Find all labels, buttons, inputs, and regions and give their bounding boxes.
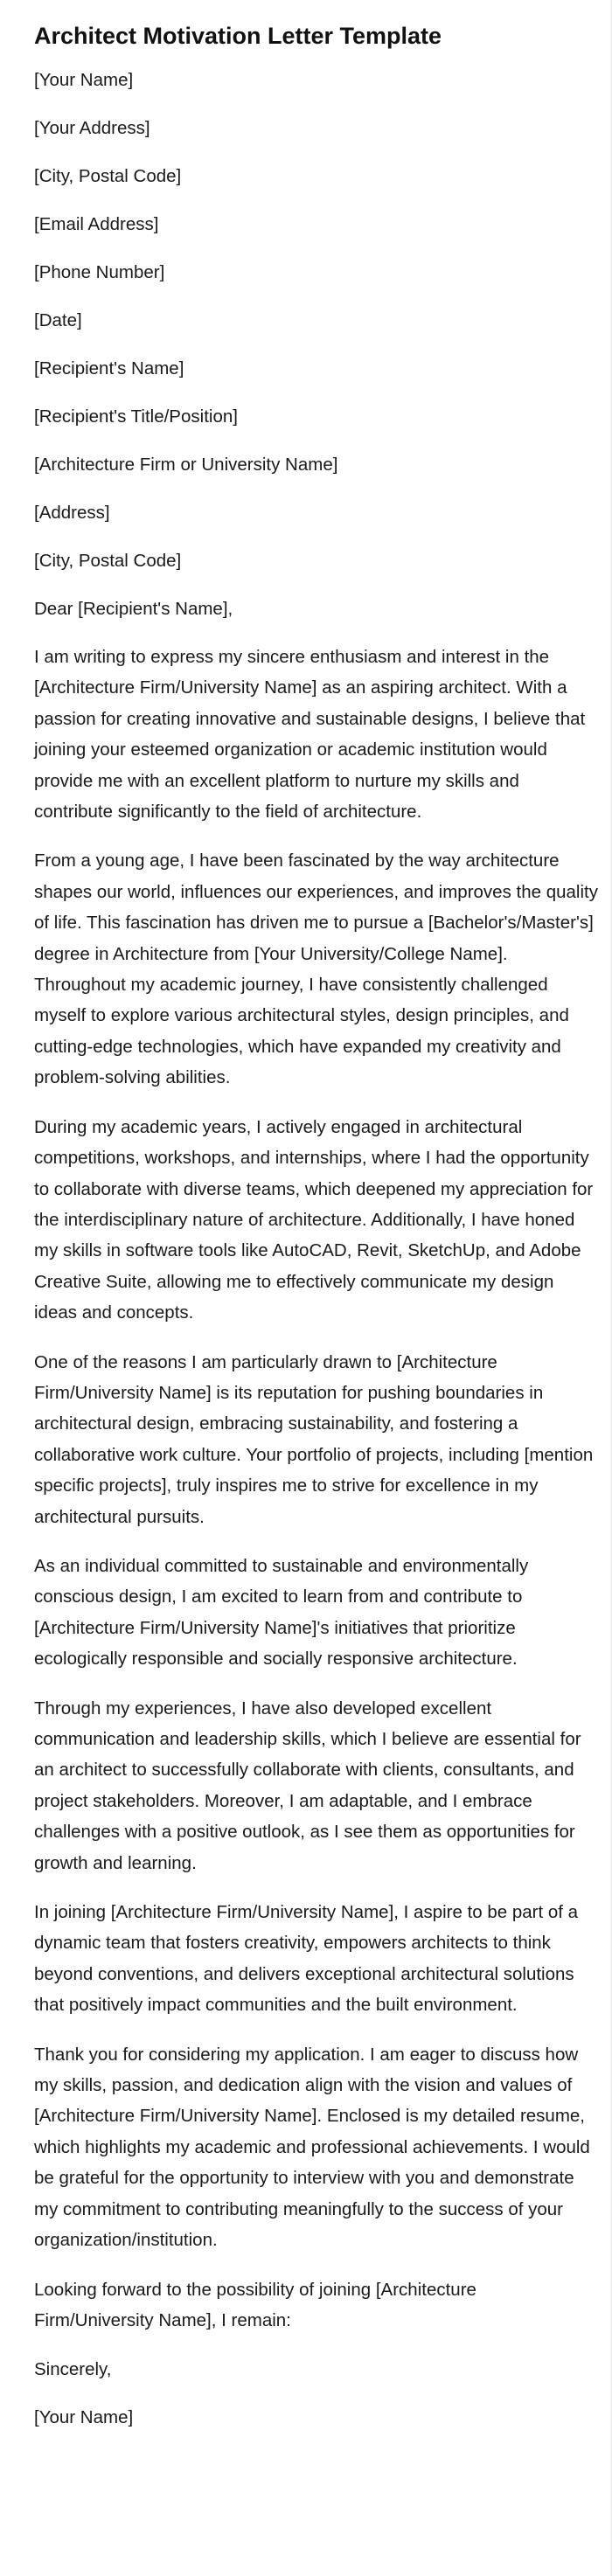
page-title: Architect Motivation Letter Template	[34, 23, 442, 49]
recipient-organization: [Architecture Firm or University Name]	[34, 455, 338, 475]
signature-name: [Your Name]	[34, 2407, 134, 2428]
salutation: Dear [Recipient's Name],	[34, 599, 233, 619]
sender-address: [Your Address]	[34, 118, 150, 138]
recipient-name: [Recipient's Name]	[34, 358, 184, 378]
recipient-city-postal: [City, Postal Code]	[34, 551, 182, 571]
body-paragraph: One of the reasons I am particularly drawn to [Architecture Firm/University Name] is its reputation for pushing boundaries in architectural design, embracing sustainability, and fostering a collaborative work culture. Your portfolio of projects, including [mention specific projects], truly inspires me to strive for excellence in my architectural pursuits.	[34, 1351, 594, 1527]
letter-date: [Date]	[34, 310, 82, 330]
recipient-address: [Address]	[34, 503, 110, 523]
sender-email: [Email Address]	[34, 214, 159, 234]
body-paragraph: During my academic years, I actively engaged in architectural competitions, workshops, and internships, where I had the opportunity to collaborate with diverse teams, which deepened my appreciation for the interdisciplinary nature of architecture. Additionally, I have honed my skills in software tools like AutoCAD, Revit, SketchUp, and Adobe Creative Suite, allowing me to effectively communicate my design ideas and concepts.	[34, 1116, 594, 1323]
sender-phone: [Phone Number]	[34, 262, 165, 282]
body-paragraph: From a young age, I have been fascinated by the way architecture shapes our world, influences our experiences, and improves the quality of life. This fascination has driven me to pursue a [Bachelor's/Master's] degree in Architecture from [Your University/College Name]. Throughout my academic journey, I have consistently challenged myself to explore various architectural styles, design principles, and cutting-edge technologies, which have expanded my creativity and problem-solving abilities.	[34, 851, 598, 1088]
sender-city-postal: [City, Postal Code]	[34, 166, 182, 186]
sender-name: [Your Name]	[34, 70, 134, 90]
recipient-title: [Recipient's Title/Position]	[34, 406, 238, 427]
body-paragraph: As an individual committed to sustainable and environmentally conscious design, I am excited to learn from and contribute to [Architecture Firm/University Name]'s initiatives that prioritize ecologically responsible and socially responsive architecture.	[34, 1555, 529, 1670]
body-paragraph: I am writing to express my sincere enthusiasm and interest in the [Architecture Firm/University Name] as an aspiring architect. With a passion for creating innovative and sustainable designs, I believe that joining your esteemed organization or academic institution would provide me with an excellent platform to nurture my skills and contribute significantly to the field of architecture.	[34, 647, 586, 823]
body-paragraph: Thank you for considering my application. I am eager to discuss how my skills, passion, and dedication align with the vision and values of [Architecture Firm/University Name]. Enclosed is my detailed resume, which highlights my academic and professional achievements. I would be grateful for the opportunity to interview with you and demonstrate my commitment to contributing meaningfully to the success of your organization/institution.	[34, 2044, 590, 2251]
body-paragraph: In joining [Architecture Firm/University Name], I aspire to be part of a dynamic team that fosters creativity, empowers architects to think beyond conventions, and delivers exceptional architectural solutions that positively impact communities and the built environment.	[34, 1902, 579, 2016]
closing: Sincerely,	[34, 2359, 112, 2380]
body-paragraph: Through my experiences, I have also developed excellent communication and leadership skills, which I believe are essential for an architect to successfully collaborate with clients, consultants, and project stakeholders. Moreover, I am adaptable, and I embrace challenges with a positive outlook, as I see them as opportunities for growth and learning.	[34, 1698, 581, 1873]
body-paragraph: Looking forward to the possibility of joining [Architecture Firm/University Name], I remain:	[34, 2279, 476, 2330]
